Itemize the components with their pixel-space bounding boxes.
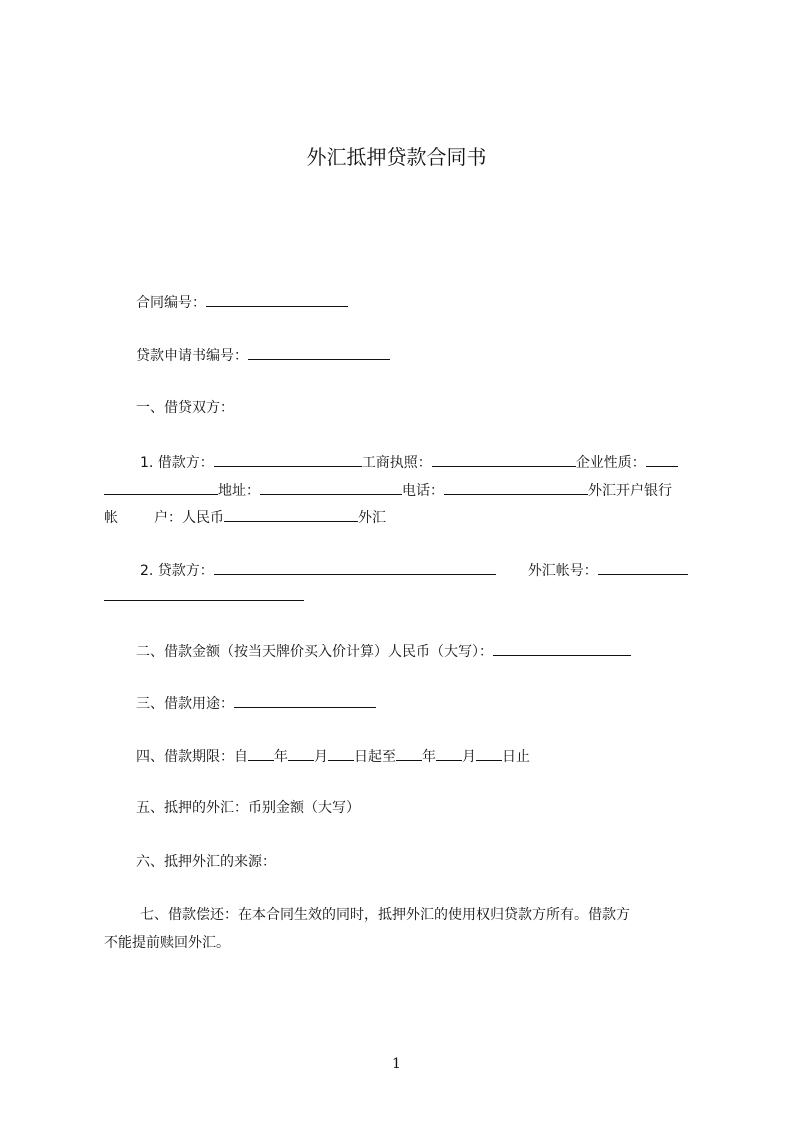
section2-line bbox=[136, 641, 631, 661]
phone-blank[interactable] bbox=[444, 480, 588, 495]
address-label: 地址： bbox=[218, 483, 260, 499]
loan-purpose-blank[interactable] bbox=[234, 693, 376, 708]
application-number-line bbox=[136, 345, 390, 365]
document-title: 外汇抵押贷款合同书 bbox=[306, 145, 487, 169]
bank-label: 外汇开户银行 bbox=[588, 483, 672, 499]
start-year-blank[interactable] bbox=[248, 746, 274, 761]
borrower-line-2 bbox=[104, 480, 672, 500]
end-day-blank[interactable] bbox=[476, 746, 502, 761]
section7-line-1: 七、借款偿还：在本合同生效的同时，抵押外汇的使用权归贷款方所有。借款方 bbox=[140, 907, 630, 923]
lender-line-2 bbox=[104, 586, 304, 606]
application-number-blank[interactable] bbox=[248, 345, 390, 360]
section2-text: 二、借款金额（按当天牌价买入价计算）人民币（大写）： bbox=[136, 644, 493, 660]
year-label: 年 bbox=[274, 749, 288, 765]
lender-line bbox=[140, 560, 688, 580]
forex-account-label: 外汇帐号： bbox=[527, 563, 598, 579]
business-license-blank[interactable] bbox=[432, 452, 576, 467]
section3-text: 三、借款用途： bbox=[136, 696, 234, 712]
forex-account-blank[interactable] bbox=[598, 560, 688, 575]
borrower-line-3 bbox=[104, 507, 386, 527]
section4-line bbox=[136, 746, 530, 766]
borrower-line-1 bbox=[140, 452, 678, 472]
phone-label: 电话： bbox=[402, 483, 444, 499]
contract-number-blank[interactable] bbox=[206, 292, 348, 307]
enterprise-nature-blank-cont[interactable] bbox=[104, 480, 218, 495]
contract-number-label: 合同编号： bbox=[136, 295, 206, 311]
business-license-label: 工商执照： bbox=[361, 455, 432, 471]
end-year-blank[interactable] bbox=[396, 746, 422, 761]
period-prefix: 四、借款期限：自 bbox=[136, 749, 248, 765]
month2-label: 月 bbox=[462, 749, 476, 765]
forex-account-blank-cont[interactable] bbox=[104, 586, 304, 601]
forex-label: 外汇 bbox=[358, 510, 386, 526]
day-start-label: 日起至 bbox=[354, 749, 396, 765]
section5-text: 五、抵押的外汇：币别金额（大写） bbox=[136, 800, 360, 816]
section6-text: 六、抵押外汇的来源： bbox=[136, 854, 276, 870]
borrower-label: 1. 借款方： bbox=[140, 455, 214, 471]
start-day-blank[interactable] bbox=[328, 746, 354, 761]
enterprise-nature-blank[interactable] bbox=[646, 452, 678, 467]
year2-label: 年 bbox=[422, 749, 436, 765]
section3-line bbox=[136, 693, 376, 713]
contract-number-line bbox=[136, 292, 348, 312]
account-label-2: 户：人民币 bbox=[154, 510, 224, 526]
section1-heading: 一、借贷双方： bbox=[136, 400, 234, 416]
rmb-account-blank[interactable] bbox=[224, 507, 358, 522]
account-label-1: 帐 bbox=[104, 510, 118, 526]
section7-line-2: 不能提前赎回外汇。 bbox=[104, 935, 230, 951]
day-end-label: 日止 bbox=[502, 749, 530, 765]
lender-label: 2. 贷款方： bbox=[140, 563, 214, 579]
application-number-label: 贷款申请书编号： bbox=[136, 348, 248, 364]
enterprise-nature-label: 企业性质： bbox=[575, 455, 646, 471]
loan-amount-blank[interactable] bbox=[493, 641, 631, 656]
borrower-name-blank[interactable] bbox=[214, 452, 362, 467]
address-blank[interactable] bbox=[260, 480, 402, 495]
start-month-blank[interactable] bbox=[288, 746, 314, 761]
month-label: 月 bbox=[314, 749, 328, 765]
end-month-blank[interactable] bbox=[436, 746, 462, 761]
lender-name-blank[interactable] bbox=[214, 560, 496, 575]
page-number: 1 bbox=[392, 1056, 401, 1072]
